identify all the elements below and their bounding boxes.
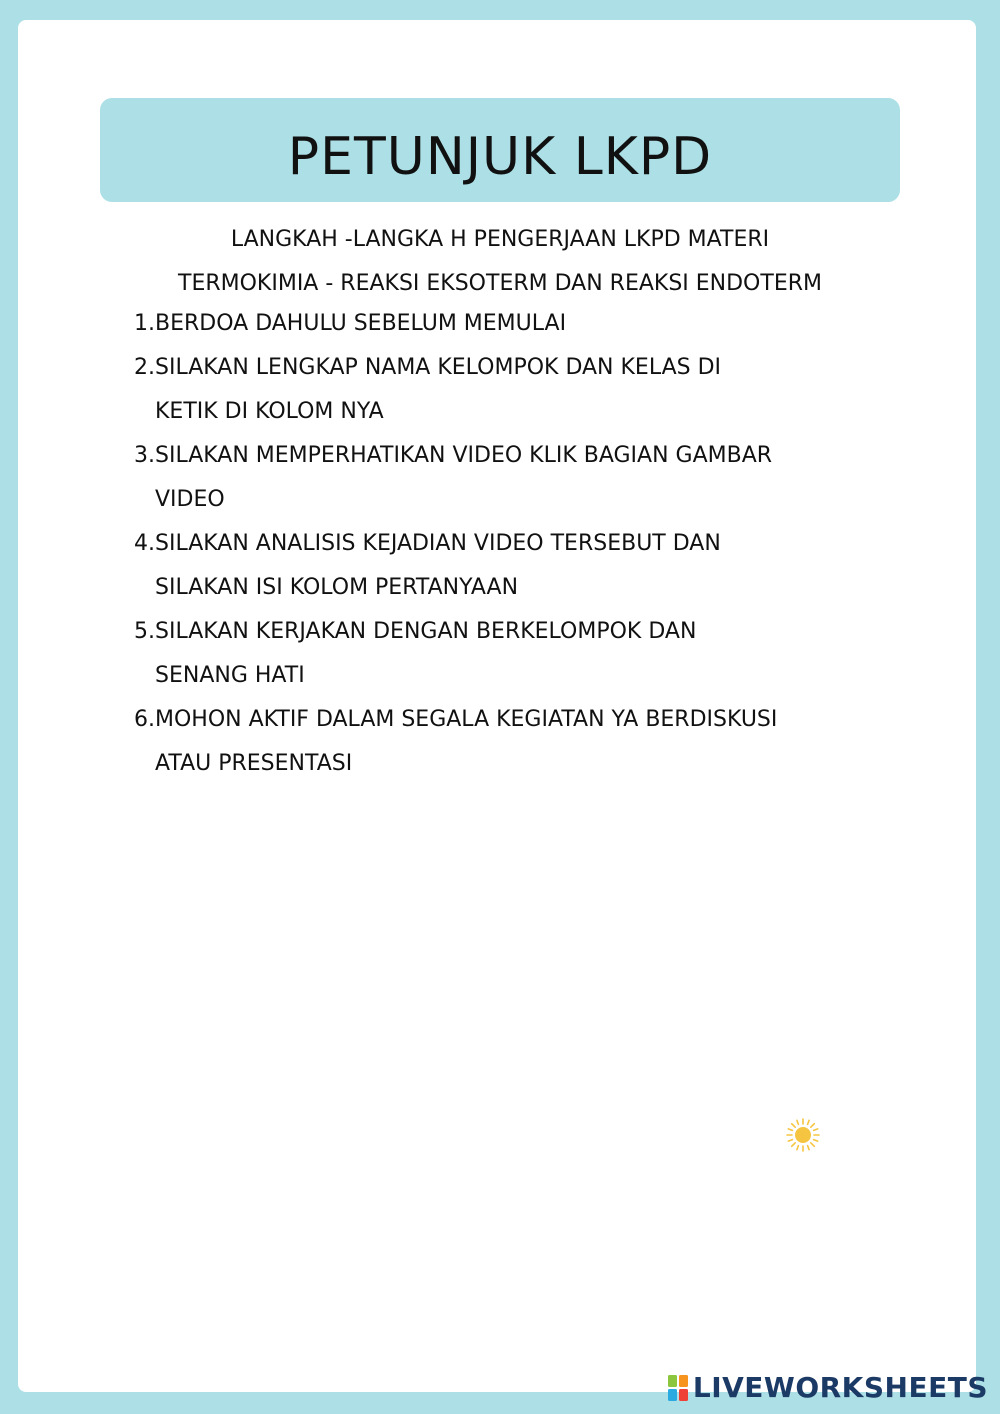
instruction-line: ATAU PRESENTASI bbox=[155, 751, 353, 776]
instruction-item bbox=[118, 302, 908, 346]
instruction-number: 5. bbox=[134, 619, 155, 644]
instruction-text bbox=[155, 302, 908, 346]
sun-icon bbox=[786, 1118, 820, 1152]
instruction-number: 1. bbox=[134, 311, 155, 336]
instruction-text bbox=[155, 522, 908, 610]
instruction-line: SILAKAN LENGKAP NAMA KELOMPOK DAN KELAS DI bbox=[155, 355, 722, 380]
instruction-item bbox=[118, 346, 908, 434]
instruction-line: SILAKAN KERJAKAN DENGAN BERKELOMPOK DAN bbox=[155, 619, 697, 644]
instruction-line: SILAKAN ANALISIS KEJADIAN VIDEO TERSEBUT DAN bbox=[155, 531, 721, 556]
instruction-line: SILAKAN MEMPERHATIKAN VIDEO KLIK BAGIAN GAMBAR bbox=[155, 443, 773, 468]
instruction-item bbox=[118, 698, 908, 786]
instruction-text bbox=[155, 346, 908, 434]
instruction-item bbox=[118, 434, 908, 522]
instruction-text bbox=[155, 434, 908, 522]
instruction-list bbox=[118, 302, 908, 786]
page-title: PETUNJUK LKPD bbox=[287, 127, 713, 187]
liveworksheets-logo-icon bbox=[667, 1374, 689, 1402]
instruction-number: 2. bbox=[134, 355, 155, 380]
instruction-line: SILAKAN ISI KOLOM PERTANYAAN bbox=[155, 575, 519, 600]
intro-line-2: TERMOKIMIA - REAKSI EKSOTERM DAN REAKSI ENDOTERM bbox=[178, 271, 822, 296]
intro-text bbox=[100, 218, 900, 306]
brand-watermark bbox=[667, 1371, 988, 1404]
intro-line-1: LANGKAH -LANGKA H PENGERJAAN LKPD MATERI bbox=[230, 227, 770, 252]
instruction-line: SENANG HATI bbox=[155, 663, 305, 688]
instruction-number: 3. bbox=[134, 443, 155, 468]
instruction-item bbox=[118, 610, 908, 698]
instruction-line: BERDOA DAHULU SEBELUM MEMULAI bbox=[155, 311, 567, 336]
title-banner bbox=[100, 98, 900, 202]
instruction-line: KETIK DI KOLOM NYA bbox=[155, 399, 384, 424]
brand-name: LIVEWORKSHEETS bbox=[692, 1371, 988, 1404]
instruction-item bbox=[118, 522, 908, 610]
instruction-number: 6. bbox=[134, 707, 155, 732]
instruction-line: VIDEO bbox=[155, 487, 225, 512]
instruction-text bbox=[155, 698, 908, 786]
instruction-text bbox=[155, 610, 908, 698]
instruction-line: MOHON AKTIF DALAM SEGALA KEGIATAN YA BERDISKUSI bbox=[155, 707, 778, 732]
instruction-number: 4. bbox=[134, 531, 155, 556]
